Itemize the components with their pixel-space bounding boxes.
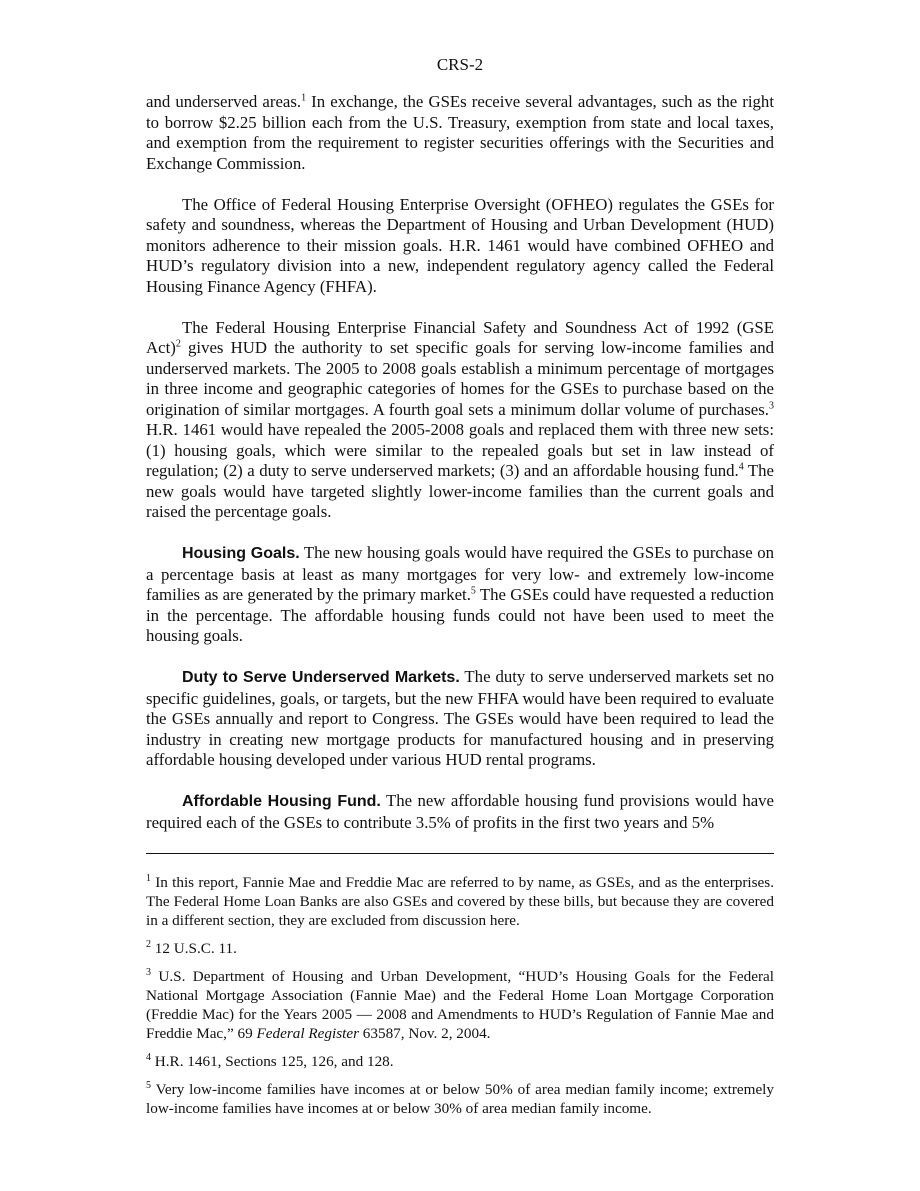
footnote-number: 4 <box>146 1051 151 1063</box>
body-text <box>146 92 774 854</box>
footnote-5 <box>146 1080 774 1118</box>
footnote-ref-3[interactable]: 3 <box>769 399 774 411</box>
p3-text-b: gives HUD the authority to set specific goals for serving low-income families and underserved markets. The 2005 to 2008 goals establish a minimum percentage of mortgages in three income and geographic categories of homes for the GSEs to purchase based on the origination of similar mortgages. A fourth goal sets a minimum dollar volume of purchases. <box>146 338 774 419</box>
footnote-number: 1 <box>146 872 151 884</box>
footnote-1 <box>146 873 774 930</box>
p6-text: The new affordable housing fund provisions would have required each of the GSEs to contribute 3.5% of profits in the first two years and 5% <box>146 791 774 832</box>
p3-text-c: H.R. 1461 would have repealed the 2005-2008 goals and replaced them with three new sets: (1) housing goals, which were similar to the repealed goals but set in law instead of regulation; (2) a duty to serve underserved markets; (3) and an affordable housing fund. <box>146 420 774 480</box>
footnote-2 <box>146 939 774 958</box>
footnote-text: Very low-income families have incomes at or below 50% of area median family income; extremely low-income families have incomes at or below 30% of area median family income. <box>146 1081 774 1117</box>
paragraph-duty-to-serve <box>146 667 774 771</box>
p5-text: The duty to serve underserved markets set no specific guidelines, goals, or targets, but the new FHFA would have been required to evaluate the GSEs annually and report to Congress. The GSEs would have been required to lead the industry in creating new mortgage products for manufactured housing and in preserving affordable housing developed under various HUD rental programs. <box>146 667 774 769</box>
paragraph-3 <box>146 318 774 523</box>
page-number: CRS-2 <box>436 55 484 74</box>
p3-text-a: The Federal Housing Enterprise Financial Safety and Soundness Act of 1992 (GSE Act) <box>146 317 774 357</box>
footnote-text-b: 63587, Nov. 2, 2004. <box>359 1025 491 1042</box>
footnote-3 <box>146 967 774 1043</box>
p1-text: and underserved areas. <box>146 92 302 111</box>
housing-goals-heading: Housing Goals. <box>182 545 300 562</box>
paragraph-1 <box>146 92 774 174</box>
footnote-number: 3 <box>146 966 151 978</box>
p4-text-b: The GSEs could have requested a reduction in the percentage. The affordable housing funds could not have been used to meet the housing goals. <box>146 585 775 645</box>
footnote-text: H.R. 1461, Sections 125, 126, and 128. <box>151 1053 394 1070</box>
footnote-divider <box>146 853 774 854</box>
paragraph-affordable-housing-fund <box>146 791 774 833</box>
footnote-number: 2 <box>146 938 151 950</box>
footnote-text: In this report, Fannie Mae and Freddie Mac are referred to by name, as GSEs, and as the enterprises. The Federal Home Loan Banks are also GSEs and covered by these bills, but because they are covered in a different section, they are excluded from discussion here. <box>146 874 774 929</box>
paragraph-housing-goals <box>146 543 774 647</box>
paragraph-2: The Office of Federal Housing Enterprise Oversight (OFHEO) regulates the GSEs for safety and soundness, whereas the Department of Housing and Urban Development (HUD) monitors adherence to their mission goals. H.R. 1461 would have combined OFHEO and HUD’s regulatory division into a new, independent regulatory agency called the Federal Housing Finance Agency (FHFA). <box>146 194 774 296</box>
duty-to-serve-heading: Duty to Serve Underserved Markets. <box>182 669 460 686</box>
footnote-italic-title: Federal Register <box>256 1025 359 1042</box>
footnote-number: 5 <box>146 1079 151 1091</box>
footnote-text: 12 U.S.C. 11. <box>151 940 237 957</box>
footnotes <box>146 873 774 1127</box>
p1-text-b: In exchange, the GSEs receive several advantages, such as the right to borrow $2.25 billion each from the U.S. Treasury, exemption from state and local taxes, and exemption from the requirement to register securities offerings with the Securities and Exchange Commission. <box>146 92 774 173</box>
footnote-ref-4[interactable]: 4 <box>738 461 744 473</box>
p4-text-a: The new housing goals would have required the GSEs to purchase on a percentage basis at least as many mortgages for very low- and extremely low-income families as are generated by the primary market. <box>146 543 774 604</box>
footnote-ref-5[interactable]: 5 <box>470 585 476 597</box>
footnote-text: U.S. Department of Housing and Urban Development, “HUD’s Housing Goals for the Federal National Mortgage Association (Fannie Mae) and the Federal Home Loan Mortgage Corporation (Freddie Mac) for the Years 2005 — 2008 and Amendments to HUD’s Regulation of Fannie Mae and Freddie Mac,” 69 <box>146 968 774 1042</box>
footnote-ref-2[interactable]: 2 <box>175 338 181 350</box>
affordable-housing-fund-heading: Affordable Housing Fund. <box>182 793 381 810</box>
p3-text-d: The new goals would have targeted slightly lower-income families than the current goals and raised the percentage goals. <box>146 461 774 521</box>
footnote-ref-1[interactable]: 1 <box>301 92 307 104</box>
footnote-4 <box>146 1052 774 1071</box>
